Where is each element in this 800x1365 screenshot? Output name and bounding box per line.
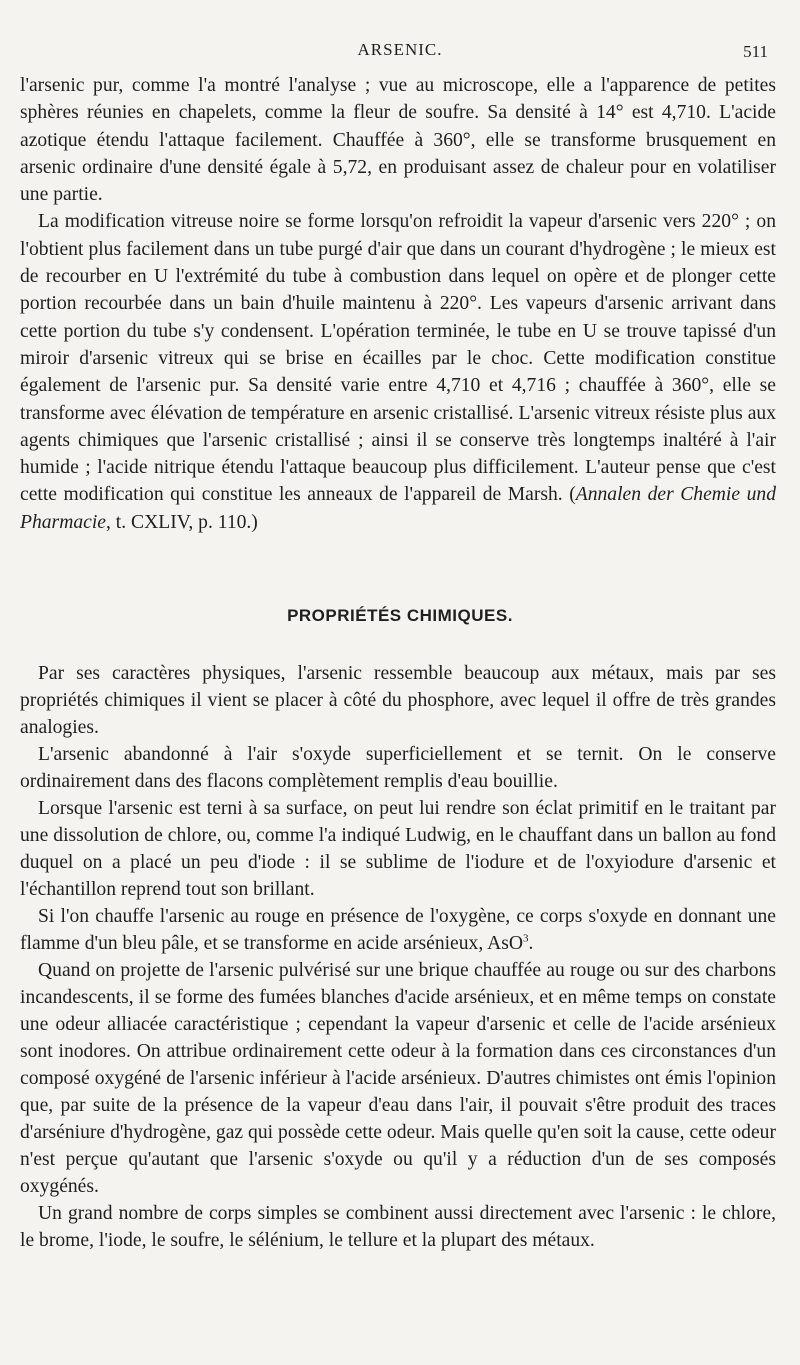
paragraph-direct-combination: Un grand nombre de corps simples se combinent aussi directement avec l'arsenic : le chlore, le brome, l'iode, le soufre, le sélénium, le tellure et la plupart des métaux. <box>20 1203 776 1251</box>
running-title: ARSENIC. <box>357 40 443 59</box>
paragraph-restoring-shine: Lorsque l'arsenic est terni à sa surface, on peut lui rendre son éclat primitif en le traitant par une dissolution de chlore, ou, comme l'a indiqué Ludwig, en le chauffant dans un ballon au fond duquel on a placé un peu d'iode : il se sublime de l'iodure et de l'oxyiodure d'arsenic et l'échantillon reprend tout son brillant. <box>20 798 776 900</box>
paragraph-heating-end: . <box>528 933 534 954</box>
section-continuation <box>20 72 776 536</box>
paragraph-vitreous-modification <box>20 208 776 536</box>
paragraph-heating-text: Si l'on chauffe l'arsenic au rouge en présence de l'oxygène, ce corps s'oxyde en donnant une flamme d'un bleu pâle, et se transforme en acide arsénieux, AsO <box>20 906 776 954</box>
citation-journal: Annalen der Chemie und Pharmacie <box>20 484 776 533</box>
paragraph-garlic-odor: Quand on projette de l'arsenic pulvérisé sur une brique chauffée au rouge ou sur des charbons incandescents, il se forme des fumées blanches d'acide arsénieux, et en même temps on constate une odeur alliacée caractéristique ; cependant la vapeur d'arsenic et celle de l'acide arsénieux sont inodores. On attribue ordinairement cette odeur à la formation dans ces circonstances d'un composé oxygéné de l'arsenic inférieur à l'acide arsénieux. D'autres chimistes ont émis l'opinion que, par suite de la présence de la vapeur d'eau dans l'air, il pouvait s'être produit des traces d'arséniure d'hydrogène, gaz qui possède cette odeur. Mais quelle qu'en soit la cause, cette odeur n'est perçue qu'autant que l'arsenic s'oxyde ou qu'il y a réduction d'un de ses composés oxygénés. <box>20 960 776 1197</box>
paragraph-heating-oxygen <box>20 903 776 957</box>
section-chemical-properties <box>20 660 776 1254</box>
formula-subscript: 3 <box>523 932 529 945</box>
paragraph-physical-vs-chemical: Par ses caractères physiques, l'arsenic ressemble beaucoup aux métaux, mais par ses propriétés chimiques il vient se placer à côté du phosphore, avec lequel il offre de très grandes analogies. <box>20 663 776 738</box>
paragraph-microscopy: l'arsenic pur, comme l'a montré l'analyse ; vue au microscope, elle a l'apparence de petites sphères réunies en chapelets, comme la fleur de soufre. Sa densité à 14° est 4,710. L'acide azotique étendu l'attaque facilement. Chauffée à 360°, elle se transforme brusquement en arsenic ordinaire d'une densité égale à 5,72, en produisant assez de chaleur pour en volatiliser une partie. <box>20 75 776 206</box>
page-number: 511 <box>743 42 768 61</box>
paragraph-oxidation-air: L'arsenic abandonné à l'air s'oxyde superficiellement et se ternit. On le conserve ordinairement dans des flacons complètement remplis d'eau bouillie. <box>20 744 776 792</box>
running-head <box>0 40 800 66</box>
citation-tail: , t. CXLIV, p. 110.) <box>105 511 258 533</box>
section-heading: PROPRIÉTÉS CHIMIQUES. <box>287 606 513 625</box>
paragraph-vitreous-text: La modification vitreuse noire se forme lorsqu'on refroidit la vapeur d'arsenic vers 220° ; on l'obtient plus facilement dans un tube purgé d'air que dans un courant d'hydrogène ; le mieux est de recourber en U l'extrémité du tube à combustion dans lequel on opère et de plonger cette portion recourbée dans un bain d'huile maintenu à 220°. Les vapeurs d'arsenic arrivant dans cette portion du tube s'y condensent. L'opération terminée, le tube en U se trouve tapissé d'un miroir d'arsenic vitreux qui se brise en écailles par le choc. Cette modification constitue également de l'arsenic pur. Sa densité varie entre 4,710 et 4,716 ; chauffée à 360°, elle se transforme avec élévation de température en arsenic cristallisé. L'arsenic vitreux résiste plus aux agents chimiques que l'arsenic cristallisé ; ainsi il se conserve très longtemps inaltéré à l'air humide ; l'acide nitrique étendu l'attaque beaucoup plus difficilement. L'auteur pense que c'est cette modification qui constitue les anneaux de l'appareil de Marsh. ( <box>20 211 776 506</box>
